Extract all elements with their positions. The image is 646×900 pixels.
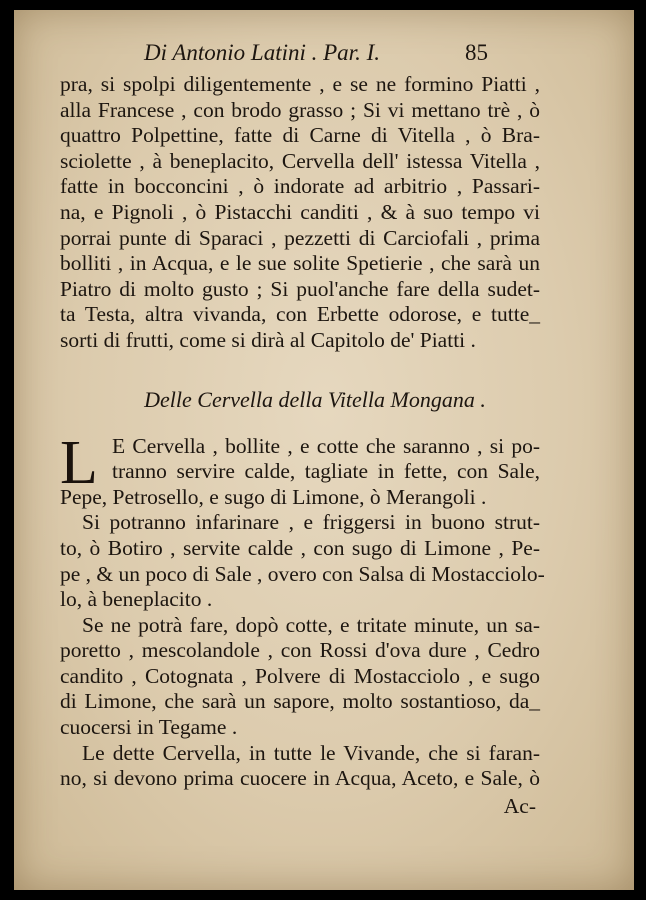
text-line: cuocersi in Tegame . <box>60 715 238 740</box>
text-line: pra, si spolpi diligentemente , e se ne formino Piatti , <box>60 72 540 96</box>
text-line: tranno servire calde, tagliate in fette, con Sale, <box>112 459 540 484</box>
text-line: di Limone, che sarà un sapore, molto sostantioso, da_ <box>60 689 540 714</box>
paragraph-1 <box>60 428 540 511</box>
text-line: poretto , mescolandole , con Rossi d'ova dure , Cedro <box>60 638 540 663</box>
running-header <box>60 40 540 72</box>
paragraph-4 <box>60 741 540 792</box>
book-page <box>14 10 634 890</box>
text-line: ta Testa, altra vivanda, con Erbette odorose, e tutte_ <box>60 302 540 327</box>
page-number: 85 <box>465 40 488 65</box>
paragraph-top <box>60 72 540 354</box>
text-line: Si potranno infarinare , e friggersi in buono strut- <box>82 510 540 535</box>
section-title: Delle Cervella della Vitella Mongana . <box>144 386 486 412</box>
text-line: bolliti , in Acqua, e le sue solite Spetierie , che sarà un <box>60 251 540 276</box>
text-line: Pepe, Petrosello, e sugo di Limone, ò Merangoli . <box>60 484 487 509</box>
text-line: to, ò Botiro , servite calde , con sugo di Limone , Pe- <box>60 535 540 560</box>
paragraph-2 <box>60 510 545 612</box>
text-line: alla Francese , con brodo grasso ; Si vi mettano trè , ò <box>60 97 540 122</box>
text-line: fatte in bocconcini , ò indorate ad arbitrio , Passari- <box>60 174 540 199</box>
text-line: candito , Cotognata , Polvere di Mostacciolo , e sugo <box>60 663 540 688</box>
text-line: pe , & un poco di Sale , overo con Salsa di Mostacciolo- <box>60 561 545 586</box>
text-line: na, e Pignoli , ò Pistacchi canditi , & à suo tempo vi <box>60 199 540 224</box>
paragraph-3 <box>60 613 540 741</box>
running-title: Di Antonio Latini . Par. I. <box>144 40 380 65</box>
text-line: Se ne potrà fare, dopò cotte, e tritate minute, un sa- <box>82 612 540 637</box>
drop-cap: L <box>60 428 98 497</box>
text-line: lo, à beneplacito . <box>60 587 213 612</box>
catchword: Ac- <box>503 793 536 818</box>
text-line: porrai punte di Sparaci , pezzetti di Carciofali , prima <box>60 225 540 250</box>
text-line: quattro Polpettine, fatte di Carne di Vitella , ò Bra- <box>60 123 540 148</box>
text-line: Piatro di molto gusto ; Si puol'anche fare della sudet- <box>60 276 540 301</box>
text-line: sorti di frutti, come si dirà al Capitolo de' Piatti . <box>60 327 476 352</box>
text-line: Le dette Cervella, in tutte le Vivande, che si faran- <box>82 740 540 765</box>
text-line: E Cervella , bollite , e cotte che saranno , si po- <box>112 433 540 458</box>
text-line: sciolette , à beneplacito, Cervella dell' istessa Vitella , <box>60 148 540 173</box>
text-line: no, si devono prima cuocere in Acqua, Aceto, e Sale, ò <box>60 766 540 791</box>
text-block <box>60 40 545 820</box>
